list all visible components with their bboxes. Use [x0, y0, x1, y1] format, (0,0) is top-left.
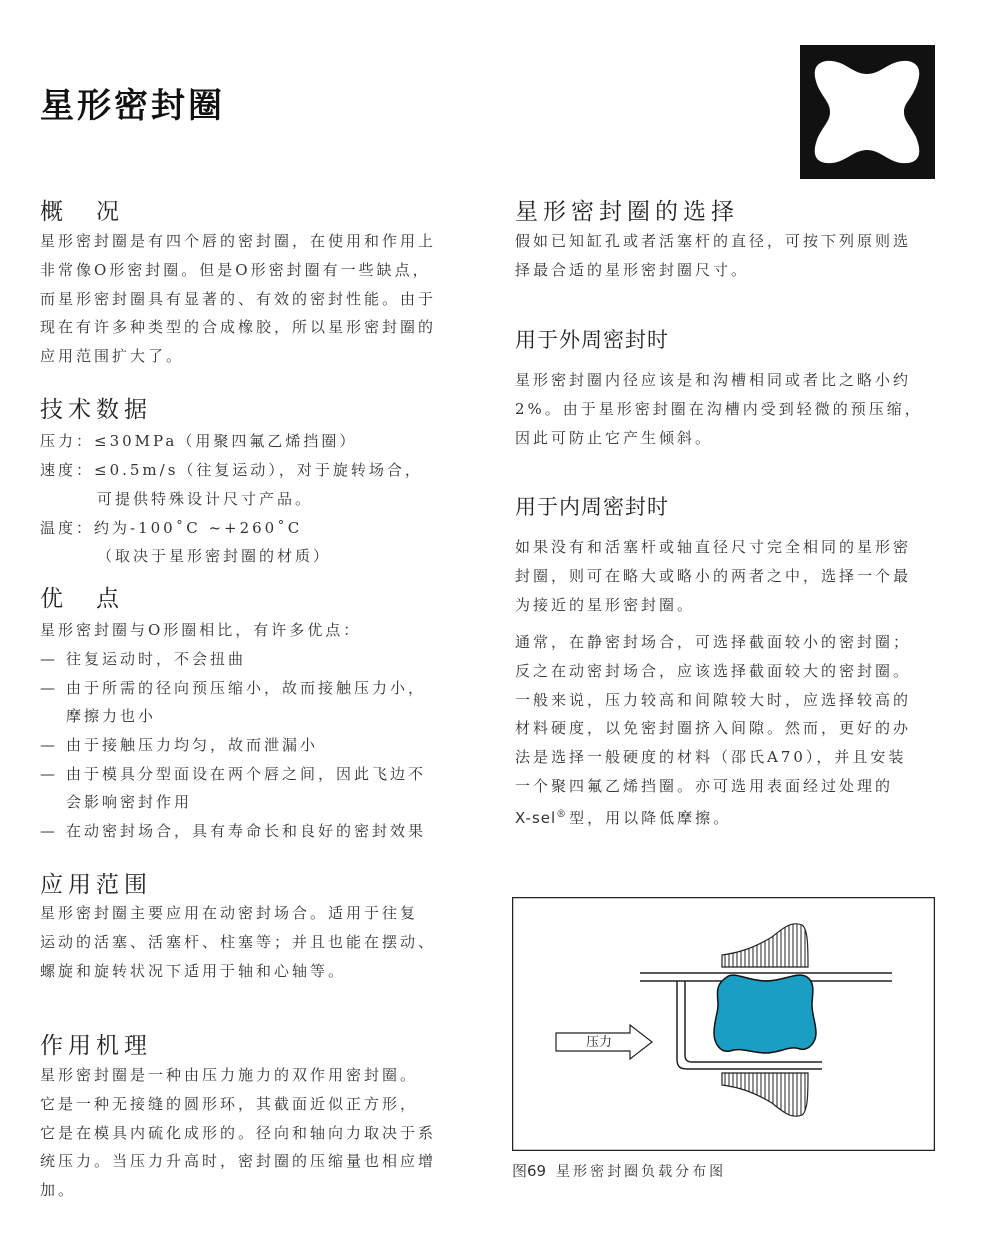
advantage-text: 会影响密封作用: [66, 793, 193, 811]
registered-mark: ®: [556, 808, 570, 820]
text-line: 为接近的星形密封圈。: [515, 595, 696, 614]
mechanism-heading: 作用机理: [40, 1033, 152, 1059]
text-line: 现在有许多种类型的合成橡胶，所以星形密封圈的: [40, 318, 437, 337]
selection-heading: 星形密封圈的选择: [515, 199, 739, 225]
load-distribution-diagram: [512, 897, 935, 1151]
mechanism-text: [40, 1061, 436, 1205]
text-line: 择最合适的星形密封圈尺寸。: [515, 260, 750, 279]
text-line: 星形密封圈是有四个唇的密封圈，在使用和作用上: [40, 232, 437, 250]
text-line: [515, 801, 911, 833]
outer-text: [515, 366, 923, 452]
overview-heading: 概 况: [40, 199, 124, 225]
dash-bullet: —: [40, 736, 58, 754]
advantage-text: 由于所需的径向预压缩小，故而接触压力小，: [66, 679, 427, 697]
figure-caption: [512, 1160, 726, 1181]
advantage-text: 摩擦力也小: [66, 707, 157, 725]
tech-pressure: 压力：≤30MPa（用聚四氟乙烯挡圈）: [40, 432, 358, 450]
dash-bullet: —: [40, 822, 58, 840]
text-line: 星形密封圈是一种由压力施力的双作用密封圈。: [40, 1066, 419, 1084]
xsel-suffix: 型，用以降低摩擦。: [569, 808, 732, 827]
advantage-item: [40, 648, 246, 669]
advantage-text: 往复运动时，不会扭曲: [66, 650, 247, 668]
text-line: 非常像O形密封圈。但是O形密封圈有一些缺点，: [40, 260, 431, 279]
text-line: 封圈，则可在略大或略小的两者之中，选择一个最: [515, 566, 912, 585]
x-ring-logo: [800, 45, 935, 179]
dash-bullet: —: [40, 765, 58, 783]
text-line: 因此可防止它产生倾斜。: [515, 428, 714, 447]
pressure-label: 压力: [586, 1035, 613, 1050]
text-line: 如果没有和活塞杆或轴直径尺寸完全相同的星形密: [515, 538, 912, 556]
application-text: [40, 899, 436, 985]
advantage-text: 由于接触压力均匀，故而泄漏小: [66, 736, 319, 754]
text-line: 螺旋和旋转状况下适用于轴和心轴等。: [40, 961, 347, 980]
advantages-intro: 星形密封圈与O形圈相比，有许多优点：: [40, 621, 362, 639]
text-line: 星形密封圈主要应用在动密封场合。适用于往复: [40, 904, 419, 922]
text-line: 材料硬度，以免密封圈挤入间隙。然而，更好的办: [515, 719, 912, 738]
advantage-item: [40, 734, 318, 755]
inner-heading: 用于内周密封时: [515, 495, 669, 519]
advantage-text: 在动密封场合，具有寿命长和良好的密封效果: [66, 822, 427, 840]
text-line: 假如已知缸孔或者活塞杆的直径，可按下列原则选: [515, 232, 912, 250]
text-line: 应用范围扩大了。: [40, 347, 185, 366]
advantage-item: [40, 763, 426, 784]
selection-text: [515, 227, 911, 285]
text-line: 星形密封圈内径应该是和沟槽相同或者比之略小约: [515, 371, 912, 389]
advantages-heading: 优 点: [40, 586, 124, 612]
tech-heading: 技术数据: [40, 397, 152, 423]
text-line: 运动的活塞、活塞杆、柱塞等；并且也能在摆动、: [40, 932, 437, 951]
tech-temp-cont: （取决于星形密封圈的材质）: [97, 547, 332, 565]
figure-caption-text: 星形密封圈负载分布图: [556, 1164, 727, 1180]
text-line: 它是在模具内硫化成形的。径向和轴向力取决于系: [40, 1123, 437, 1142]
dash-bullet: —: [40, 650, 58, 668]
text-line: 通常，在静密封场合，可选择截面较小的密封圈；: [515, 633, 912, 651]
advantage-item: [40, 677, 426, 698]
overview-text: [40, 227, 436, 371]
tech-speed: 速度：≤0.5m/s（往复运动），对于旋转场合，: [40, 461, 423, 479]
dash-bullet: —: [40, 679, 58, 697]
outer-heading: 用于外周密封时: [515, 328, 669, 352]
text-line: 反之在动密封场合，应该选择截面较大的密封圈。: [515, 661, 912, 680]
inner-text-2: [515, 628, 911, 833]
figure-number: 图69: [512, 1162, 547, 1180]
text-line: 一个聚四氟乙烯挡圈。亦可选用表面经过处理的: [515, 776, 894, 795]
xsel-name: X-sel: [515, 808, 557, 827]
page-title: 星形密封圈: [40, 86, 225, 126]
text-line: 2%。由于星形密封圈在沟槽内受到轻微的预压缩，: [515, 399, 923, 418]
tech-temp: 温度：约为-100˚C ~+260˚C: [40, 519, 303, 537]
text-line: 统压力。当压力升高时，密封圈的压缩量也相应增: [40, 1152, 437, 1171]
application-heading: 应用范围: [40, 872, 152, 898]
text-line: 加。: [40, 1181, 77, 1200]
text-line: 一般来说，压力较高和间隙较大时，应选择较高的: [515, 690, 912, 709]
advantage-item: [40, 820, 426, 841]
inner-text: [515, 533, 911, 619]
text-line: 法是选择一般硬度的材料（邵氏A70），并且安装: [515, 748, 907, 767]
text-line: 它是一种无接缝的圆形环，其截面近似正方形，: [40, 1094, 419, 1113]
text-line: 而星形密封圈具有显著的、有效的密封性能。由于: [40, 289, 437, 308]
tech-speed-cont: 可提供特殊设计尺寸产品。: [97, 490, 314, 508]
advantage-text: 由于模具分型面设在两个唇之间，因此飞边不: [66, 765, 427, 783]
